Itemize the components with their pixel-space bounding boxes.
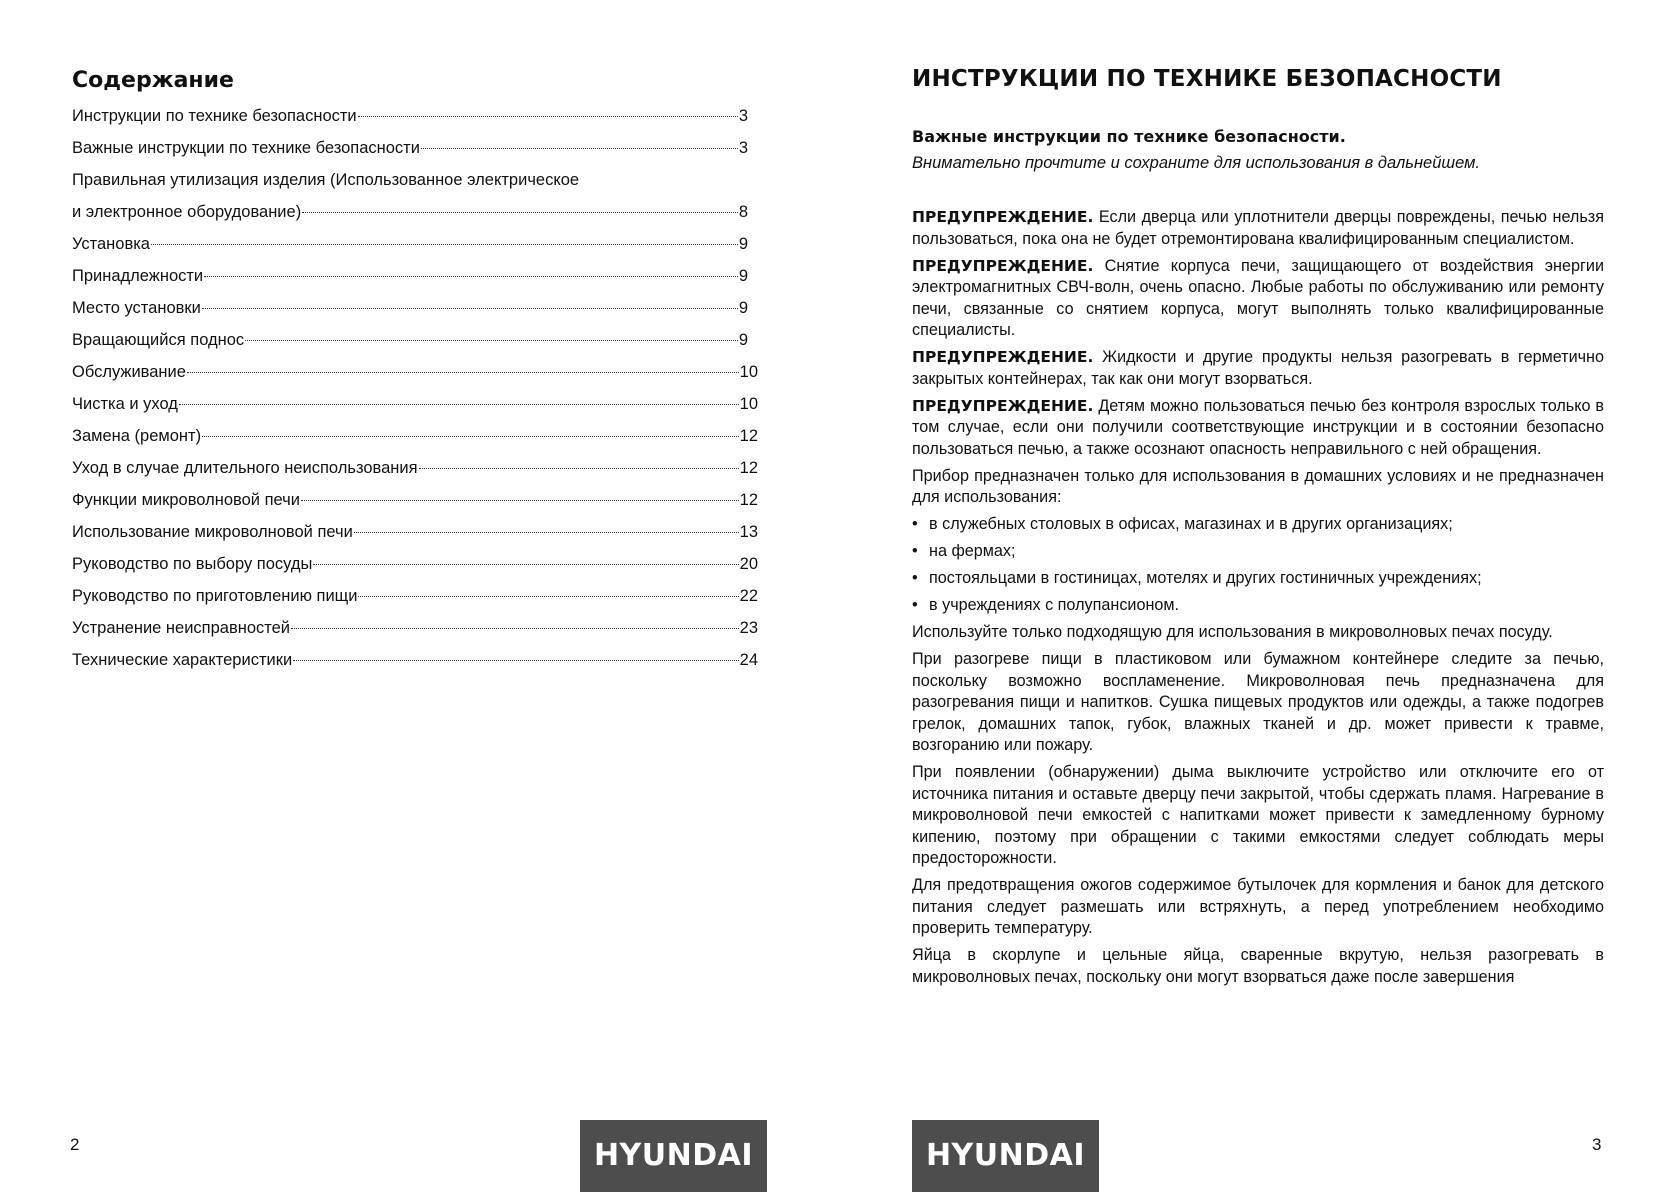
list-item	[912, 595, 1604, 617]
toc-entry	[72, 100, 758, 132]
toc-entry-title: Чистка и уход	[72, 395, 178, 413]
toc-entry	[72, 164, 758, 196]
toc-entry	[72, 388, 758, 420]
toc-entry	[72, 292, 758, 324]
toc-entry-page: 9	[738, 299, 748, 317]
toc-entry-page: 10	[739, 363, 758, 381]
toc-entry-page: 20	[739, 555, 758, 573]
toc-entry-title: Инструкции по технике безопасности	[72, 107, 357, 125]
toc-entry-title: Уход в случае длительного неиспользования	[72, 459, 418, 477]
toc-entry-title: Функции микроволновой печи	[72, 491, 300, 509]
hyundai-logo-left: HYUNDAI	[580, 1120, 767, 1192]
intended-use-paragraph: Прибор предназначен только для использования в домашних условиях и не предназначен для использования:	[912, 466, 1604, 506]
list-item-text: на фермах;	[929, 542, 1016, 560]
toc-entry-title: Вращающийся поднос	[72, 331, 245, 349]
bullet-icon: •	[912, 569, 918, 587]
toc-leader-dots	[187, 372, 739, 373]
bullet-icon: •	[912, 596, 918, 614]
warning-text: Если дверца или уплотнители дверцы повреждены, печью нельзя пользоваться, пока она не будет отремонтирована квалифицированным специалистом.	[912, 208, 1604, 248]
toc-leader-dots	[245, 340, 738, 341]
warning-paragraph	[912, 207, 1604, 250]
right-page	[840, 0, 1679, 1192]
page-number-left: 2	[70, 1135, 80, 1154]
toc-entry-page: 10	[739, 395, 758, 413]
toc-leader-dots	[358, 116, 738, 117]
toc-entry-title: и электронное оборудование)	[72, 203, 302, 221]
table-of-contents	[72, 100, 758, 676]
body-paragraph: При появлении (обнаружении) дыма выключите устройство или отключите его от источника питания и оставьте дверцу печи закрытой, чтобы сдержать пламя. Нагревание в микроволновой печи емкостей с напитками может привести к замедленному бурному кипению, поэтому при обращении с такими емкостями следует соблюдать меры предосторожности.	[912, 763, 1604, 867]
toc-entry-title: Место установки	[72, 299, 201, 317]
body-paragraph: Используйте только подходящую для использования в микроволновых печах посуду.	[912, 623, 1553, 641]
warning-label: ПРЕДУПРЕЖДЕНИЕ.	[912, 208, 1094, 226]
toc-entry-title: Технические характеристики	[72, 651, 293, 669]
toc-entry	[72, 484, 758, 516]
toc-leader-dots	[313, 564, 738, 565]
toc-entry	[72, 452, 758, 484]
toc-leader-dots	[354, 532, 739, 533]
section-title: ИНСТРУКЦИИ ПО ТЕХНИКЕ БЕЗОПАСНОСТИ	[912, 66, 1502, 92]
toc-entry	[72, 356, 758, 388]
section-subtitle: Важные инструкции по технике безопасности.	[912, 127, 1346, 146]
toc-leader-dots	[302, 212, 738, 213]
toc-entry-page: 9	[738, 267, 748, 285]
toc-leader-dots	[358, 596, 738, 597]
warning-paragraph	[912, 396, 1604, 461]
toc-title: Содержание	[72, 68, 234, 93]
list-item-text: постояльцами в гостиницах, мотелях и других гостиничных учреждениях;	[929, 569, 1482, 587]
bullet-icon: •	[912, 542, 918, 560]
toc-entry-title: Правильная утилизация изделия (Использованное электрическое	[72, 171, 580, 189]
list-item	[912, 568, 1604, 590]
list-item-text: в учреждениях с полупансионом.	[929, 596, 1180, 614]
toc-entry-page: 9	[738, 331, 748, 349]
read-and-keep-note: Внимательно прочтите и сохраните для использования в дальнейшем.	[912, 154, 1480, 172]
toc-entry	[72, 324, 758, 356]
safety-instructions-body	[912, 207, 1604, 994]
toc-leader-dots	[301, 500, 739, 501]
toc-entry-title: Руководство по приготовлению пищи	[72, 587, 358, 605]
body-paragraph: При разогреве пищи в пластиковом или бумажном контейнере следите за печью, поскольку возможно воспламенение. Микроволновая печь предназначена для разогревания пищи и напитков. Сушка пищевых продуктов или одежды, а также подогрев грелок, домашних тапок, губок, влажных тканей и др. может привести к травме, возгоранию или пожару.	[912, 650, 1604, 754]
toc-leader-dots	[421, 148, 738, 149]
toc-entry	[72, 548, 758, 580]
toc-entry-page: 24	[739, 651, 758, 669]
toc-leader-dots	[202, 308, 738, 309]
toc-leader-dots	[291, 628, 739, 629]
toc-entry	[72, 260, 758, 292]
toc-entry	[72, 580, 758, 612]
toc-entry-page: 12	[739, 427, 758, 445]
toc-leader-dots	[202, 436, 739, 437]
toc-entry-page: 9	[738, 235, 748, 253]
toc-leader-dots	[204, 276, 738, 277]
toc-entry	[72, 132, 758, 164]
toc-entry-page: 23	[739, 619, 758, 637]
toc-entry-title: Важные инструкции по технике безопасности	[72, 139, 420, 157]
toc-entry-page: 3	[738, 107, 748, 125]
warning-text: Жидкости и другие продукты нельзя разогревать в герметично закрытых контейнерах, так как они могут взорваться.	[912, 348, 1604, 388]
toc-leader-dots	[179, 404, 739, 405]
warning-text: Снятие корпуса печи, защищающего от воздействия энергии электромагнитных СВЧ-волн, очень опасно. Любые работы по обслуживанию или ремонту печи, связанные со снятием корпуса, могут выполнять только квалифицированные специалисты.	[912, 256, 1604, 339]
body-paragraph: Яйца в скорлупе и цельные яйца, сваренные вкрутую, нельзя разогревать в микроволновых печах, поскольку они могут взорваться даже после завершения	[912, 946, 1604, 986]
list-item-text: в служебных столовых в офисах, магазинах и в других организациях;	[929, 515, 1453, 533]
warning-label: ПРЕДУПРЕЖДЕНИЕ.	[912, 256, 1094, 275]
toc-leader-dots	[151, 244, 738, 245]
toc-entry	[72, 516, 758, 548]
toc-entry-page: 13	[739, 523, 758, 541]
toc-entry-title: Замена (ремонт)	[72, 427, 202, 445]
toc-entry-title: Обслуживание	[72, 363, 186, 381]
warning-paragraph	[912, 256, 1604, 342]
toc-entry	[72, 420, 758, 452]
toc-leader-dots	[419, 468, 739, 469]
list-item	[912, 541, 1604, 563]
toc-entry-title: Использование микроволновой печи	[72, 523, 353, 541]
toc-entry-title: Руководство по выбору посуды	[72, 555, 313, 573]
toc-entry	[72, 612, 758, 644]
list-item	[912, 514, 1604, 536]
toc-entry-title: Устранение неисправностей	[72, 619, 291, 637]
toc-entry-page: 12	[739, 459, 758, 477]
toc-entry-title: Установка	[72, 235, 150, 253]
warning-text: Детям можно пользоваться печью без контроля взрослых только в том случае, если они получили соответствующие инструкции и в состоянии безопасно пользоваться печью, а также осознают опасность неправильного с ней обращения.	[912, 396, 1605, 458]
toc-leader-dots	[293, 660, 738, 661]
page-number-right: 3	[1592, 1135, 1602, 1154]
toc-entry-title: Принадлежности	[72, 267, 204, 285]
toc-entry-page: 22	[739, 587, 758, 605]
toc-entry-page: 3	[738, 139, 748, 157]
bullet-icon: •	[912, 515, 918, 533]
warning-label: ПРЕДУПРЕЖДЕНИЕ.	[912, 396, 1094, 415]
warning-label: ПРЕДУПРЕЖДЕНИЕ.	[912, 348, 1094, 366]
hyundai-logo-right: HYUNDAI	[912, 1120, 1099, 1192]
body-paragraph: Для предотвращения ожогов содержимое бутылочек для кормления и банок для детского питания следует размешать или встряхнуть, а перед употреблением необходимо проверить температуру.	[912, 876, 1604, 937]
toc-entry	[72, 228, 758, 260]
warning-paragraph	[912, 347, 1604, 390]
toc-entry-page: 12	[739, 491, 758, 509]
toc-entry-page: 8	[738, 203, 748, 221]
toc-entry	[72, 644, 758, 676]
toc-entry	[72, 196, 758, 228]
